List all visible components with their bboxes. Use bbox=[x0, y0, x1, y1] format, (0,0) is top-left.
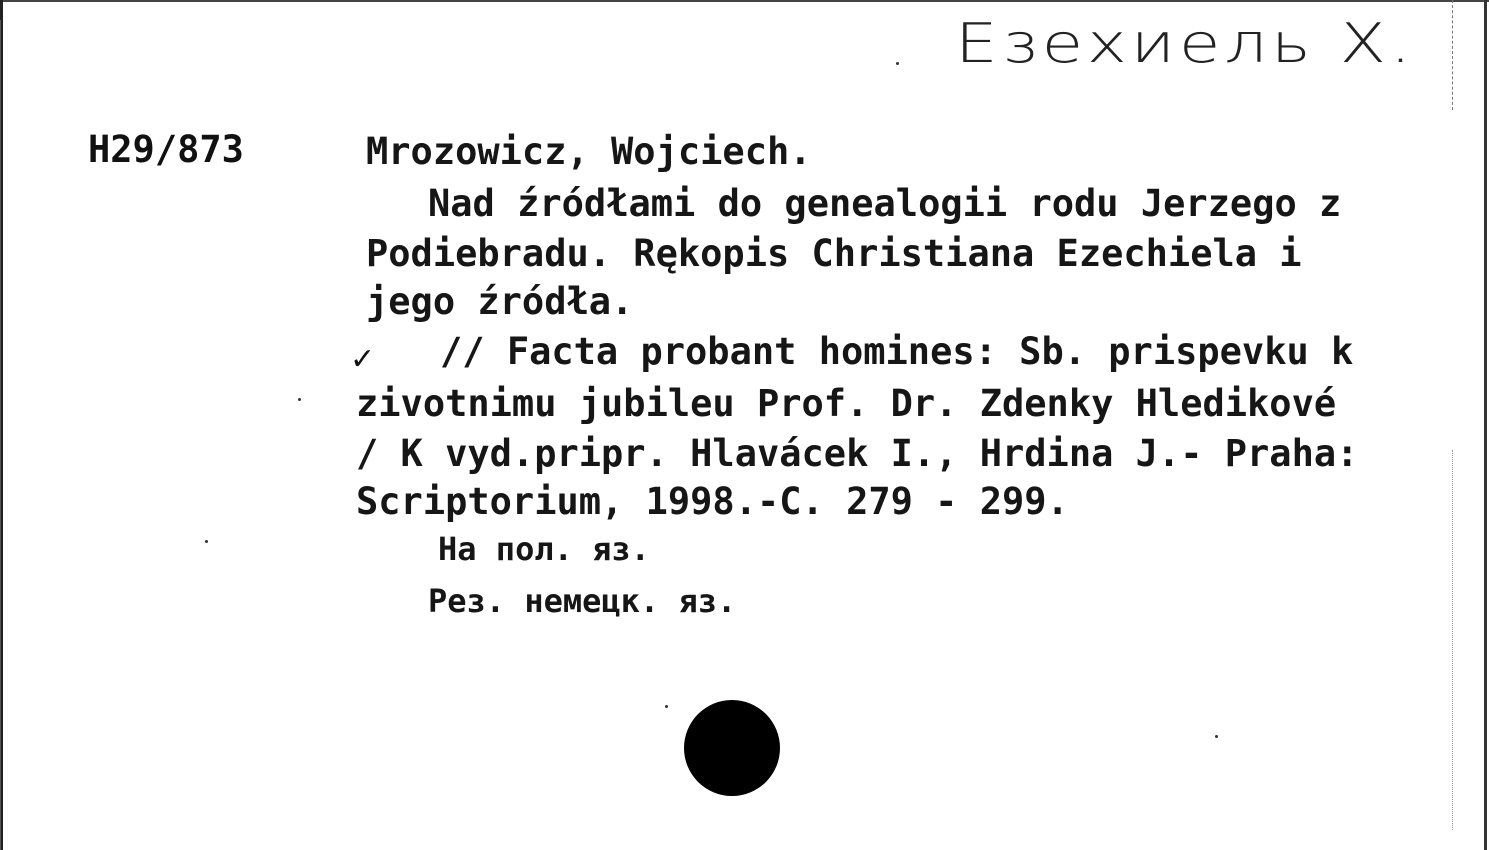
source-line-3: / K vyd.pripr. Hlavácek I., Hrdina J.- Praha: bbox=[356, 432, 1359, 475]
title-line-3: jego źródła. bbox=[366, 280, 634, 323]
punch-hole bbox=[684, 700, 780, 796]
check-mark: ✓ bbox=[350, 342, 376, 377]
speck bbox=[1215, 735, 1218, 738]
card-left-edge-shadow bbox=[0, 20, 1, 850]
author-line: Mrozowicz, Wojciech. bbox=[366, 130, 812, 173]
title-line-1: Nad źródłami do genealogii rodu Jerzego z bbox=[428, 182, 1342, 225]
margin-line-top bbox=[1452, 0, 1454, 110]
title-line-2: Podiebradu. Rękopis Christiana Ezechiela i bbox=[366, 232, 1302, 275]
source-line-4: Scriptorium, 1998.-C. 279 - 299. bbox=[356, 480, 1069, 523]
speck bbox=[896, 62, 899, 65]
summary-note: Рез. немецк. яз. bbox=[428, 582, 737, 620]
source-line-1: // Facta probant homines: Sb. prispevku k bbox=[440, 330, 1354, 373]
source-line-2: zivotnimu jubileu Prof. Dr. Zdenky Hledikové bbox=[356, 382, 1337, 425]
call-number: H29/873 bbox=[88, 128, 244, 171]
margin-line-bottom bbox=[1452, 450, 1454, 830]
card-right-edge bbox=[1484, 0, 1487, 850]
speck bbox=[665, 705, 668, 708]
handwritten-heading: Езехиель Х. bbox=[955, 12, 1415, 75]
speck bbox=[298, 398, 301, 401]
card-top-edge bbox=[0, 0, 1489, 2]
speck bbox=[205, 540, 208, 543]
language-note: На пол. яз. bbox=[438, 530, 650, 568]
